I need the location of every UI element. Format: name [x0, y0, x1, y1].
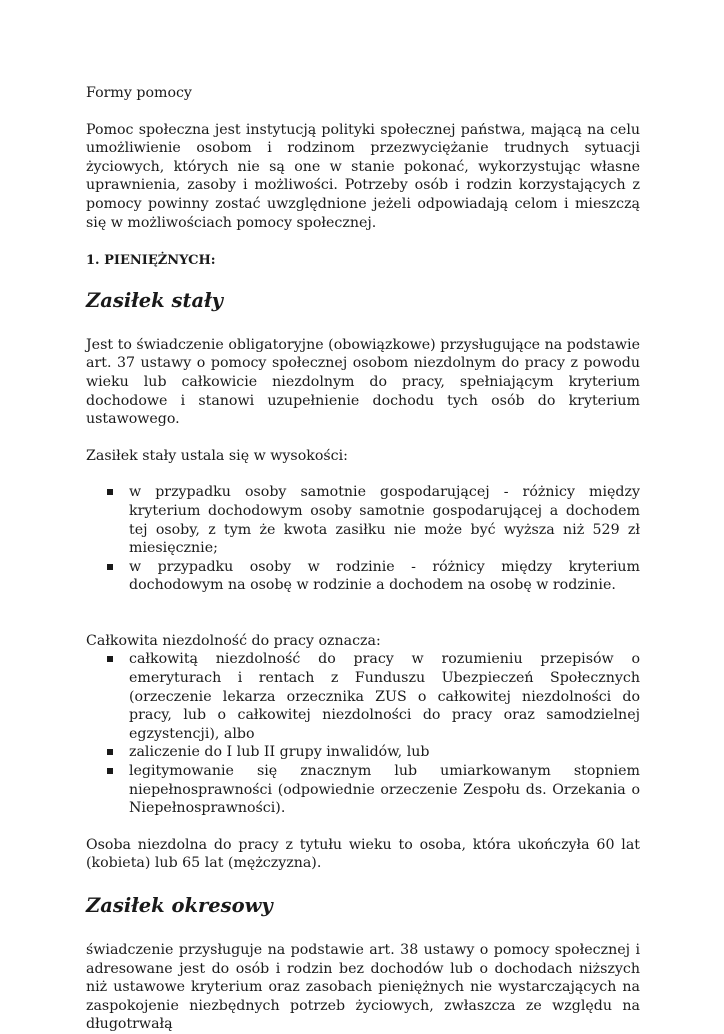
zasilek-staly-heading: Zasiłek stały: [86, 288, 223, 312]
incapacity-intro: Całkowita niezdolność do pracy oznacza:: [86, 632, 381, 649]
amount-intro: Zasiłek stały ustala się w wysokości:: [86, 447, 348, 464]
list-item: [86, 650, 640, 743]
zasilek-staly-description: Jest to świadczenie obligatoryjne (obowiązkowe) przysługujące na podstawie art. 37 ustawy o pomocy społecznej osobom niezdolnym do pracy z powodu wieku lub całkowicie niezdolnym do pracy, spełniającym kryterium dochodowe i stanowi uzupełnienie dochodu tych osób do kryterium ustawowego.: [86, 336, 640, 428]
zasilek-okresowy-heading: Zasiłek okresowy: [86, 894, 273, 917]
square-bullet-icon: [107, 749, 113, 755]
section-1-label: 1. PIENIĘŻNYCH:: [86, 253, 216, 269]
list-item: [86, 558, 640, 595]
intro-paragraph: Pomoc społeczna jest instytucją polityki społecznej państwa, mającą na celu umożliwienie osobom i rodzinom przezwyciężanie trudnych sytuacji życiowych, których nie są one w stanie pokonać, wykorzystując własne uprawnienia, zasoby i możliwości. Potrzeby osób i rodzin korzystających z pomocy powinny zostać uwzględnione jeżeli odpowiadają celom i mieszczą się w możliwościach pomocy społecznej.: [86, 121, 640, 231]
square-bullet-icon: [107, 564, 113, 570]
list-item-text: całkowitą niezdolność do pracy w rozumieniu przepisów o emeryturach i rentach z Funduszu Ubezpieczeń Społecznych (orzeczenie lekarza orzecznika ZUS o całkowitej niezdolności do pracy, lub o całkowitej niezdolności do pracy oraz samodzielnej egzystencji), albo: [129, 651, 640, 742]
list-item: [86, 483, 640, 557]
square-bullet-icon: [107, 656, 113, 662]
list-item: [86, 743, 640, 762]
list-item-text: zaliczenie do I lub II grupy inwalidów, lub: [129, 744, 430, 761]
zasilek-okresowy-description: świadczenie przysługuje na podstawie art. 38 ustawy o pomocy społecznej i adresowane jest do osób i rodzin bez dochodów lub o dochodach niższych niż ustawowe kryterium oraz zasobach pieniężnych nie wystarczających na zaspokojenie niezbędnych potrzeb życiowych, zwłaszcza ze względu na długotrwałą: [86, 942, 640, 1033]
document-page: [86, 84, 640, 1034]
list-item-text: w przypadku osoby samotnie gospodarującej - różnicy między kryterium dochodowym osoby samotnie gospodarującej a dochodem tej osoby, z tym że kwota zasiłku nie może być wyższa niż 529 zł miesięcznie;: [129, 484, 640, 557]
list-item-text: w przypadku osoby w rodzinie - różnicy między kryterium dochodowym na osobę w rodzinie a dochodem na osobę w rodzinie.: [129, 558, 640, 594]
incapacity-list: [86, 650, 640, 817]
list-item: [86, 762, 640, 818]
document-title: Formy pomocy: [86, 85, 192, 101]
age-note: Osoba niezdolna do pracy z tytułu wieku to osoba, która ukończyła 60 lat (kobieta) lub 65 lat (mężczyzna).: [86, 836, 640, 872]
square-bullet-icon: [107, 489, 113, 495]
square-bullet-icon: [107, 768, 113, 774]
amount-list: [86, 483, 640, 595]
list-item-text: legitymowanie się znacznym lub umiarkowanym stopniem niepełnosprawności (odpowiednie orzeczenie Zespołu ds. Orzekania o Niepełnosprawności).: [129, 763, 640, 817]
